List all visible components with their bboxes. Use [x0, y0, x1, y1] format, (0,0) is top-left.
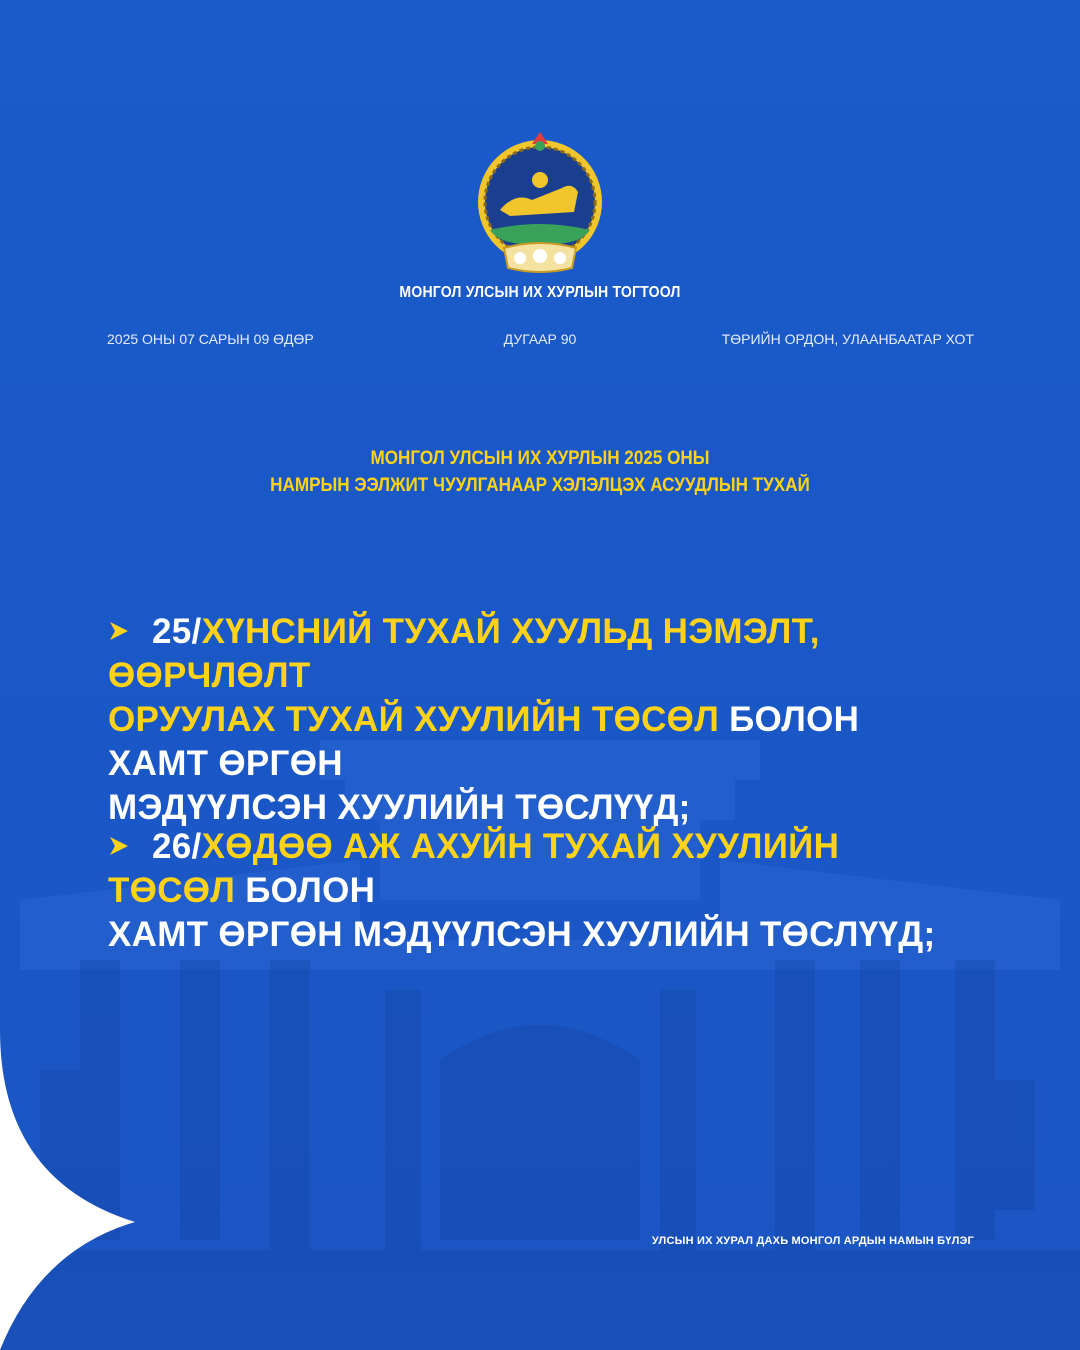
subtitle-line-2: НАМРЫН ЭЭЛЖИТ ЧУУЛГАНААР ХЭЛЭЛЦЭХ АСУУДЛЫН ТУХАЙ	[270, 475, 810, 496]
item-highlight: ХҮНСНИЙ ТУХАЙ ХУУЛЬД НЭМЭЛТ, ӨӨРЧЛӨЛТ	[108, 612, 820, 695]
item-text: МЭДҮҮЛСЭН ХУУЛИЙН ТӨСЛҮҮД;	[108, 788, 691, 827]
state-emblem-icon	[470, 130, 610, 280]
resolution-place: ТӨРИЙН ОРДОН, УЛААНБААТАР ХОТ	[721, 331, 974, 347]
footer-caption: УЛСЫН ИХ ХУРАЛ ДАХЬ МОНГОЛ АРДЫН НАМЫН БҮЛЭГ	[651, 1235, 974, 1247]
resolution-number: ДУГААР 90	[503, 331, 577, 347]
item-highlight: ОРУУЛАХ ТУХАЙ ХУУЛИЙН ТӨСӨЛ	[108, 700, 720, 739]
resolution-title: МОНГОЛ УЛСЫН ИХ ХУРЛЫН ТОГТООЛ	[399, 284, 681, 301]
item-number: 26/	[152, 827, 202, 866]
item-number: 25/	[152, 612, 202, 651]
chevron-right-icon	[108, 835, 130, 857]
item-highlight: ХӨДӨӨ АЖ АХУЙН ТУХАЙ ХУУЛИЙН ТӨСӨЛ	[108, 827, 840, 910]
item-text: ХАМТ ӨРГӨН МЭДҮҮЛСЭН ХУУЛИЙН ТӨСЛҮҮД;	[108, 915, 936, 954]
agenda-item-25	[108, 610, 968, 830]
item-text: БОЛОН ХАМТ ӨРГӨН	[108, 700, 860, 783]
resolution-date: 2025 ОНЫ 07 САРЫН 09 ӨДӨР	[107, 331, 314, 347]
agenda-item-26	[108, 825, 968, 957]
subtitle-line-1: МОНГОЛ УЛСЫН ИХ ХУРЛЫН 2025 ОНЫ	[370, 448, 710, 469]
chevron-right-icon	[108, 620, 130, 642]
item-text: БОЛОН	[235, 871, 376, 910]
